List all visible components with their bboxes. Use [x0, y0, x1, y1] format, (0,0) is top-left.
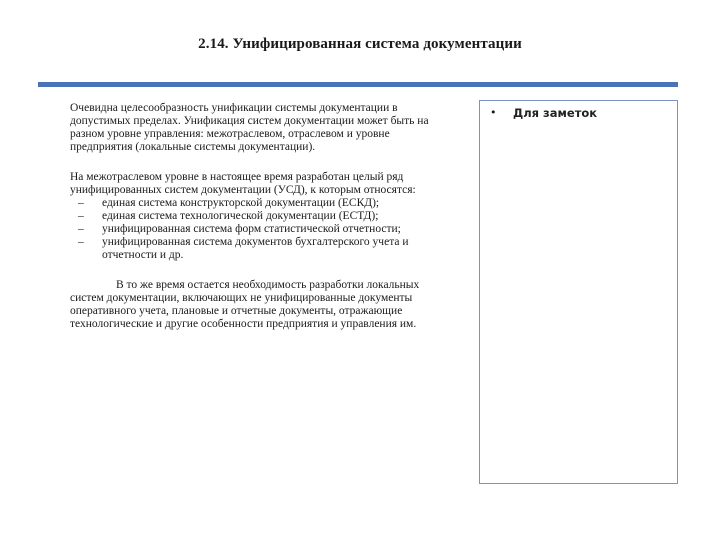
main-text-block	[70, 102, 455, 331]
list-item: – унифицированная система форм статистической отчетности;	[70, 223, 455, 236]
list-item: – единая система конструкторской документации (ЕСКД);	[70, 197, 455, 210]
notes-label: Для заметок	[513, 106, 598, 120]
paragraph-unification: Очевидна целесообразность унификации системы документации в допустимых пределах. Унификация систем документации может быть на разном уровне управления: межотраслевом, отраслевом и уровне предприятия (локальные системы документации).	[70, 102, 429, 153]
bullet-icon: •	[490, 106, 497, 119]
list-item: – единая система технологической документации (ЕСТД);	[70, 210, 455, 223]
paragraph-usd-intro: На межотраслевом уровне в настоящее время разработан целый ряд унифицированных систем документации (УСД), к которым относятся:	[70, 171, 416, 196]
paragraph-local-systems: В то же время остается необходимость разработки локальных систем документации, включающих не унифицированные документы оперативного учета, плановые и отчетные документы, отражающие технологические и другие особенности предприятия и управления им.	[70, 279, 420, 330]
slide-title: 2.14. Унифицированная система документации	[198, 36, 522, 52]
usd-list	[70, 197, 455, 262]
list-item: – унифицированная система документов бухгалтерского учета и отчетности и др.	[70, 236, 455, 262]
notes-panel[interactable]	[479, 100, 678, 484]
title-divider-bar	[38, 82, 678, 87]
